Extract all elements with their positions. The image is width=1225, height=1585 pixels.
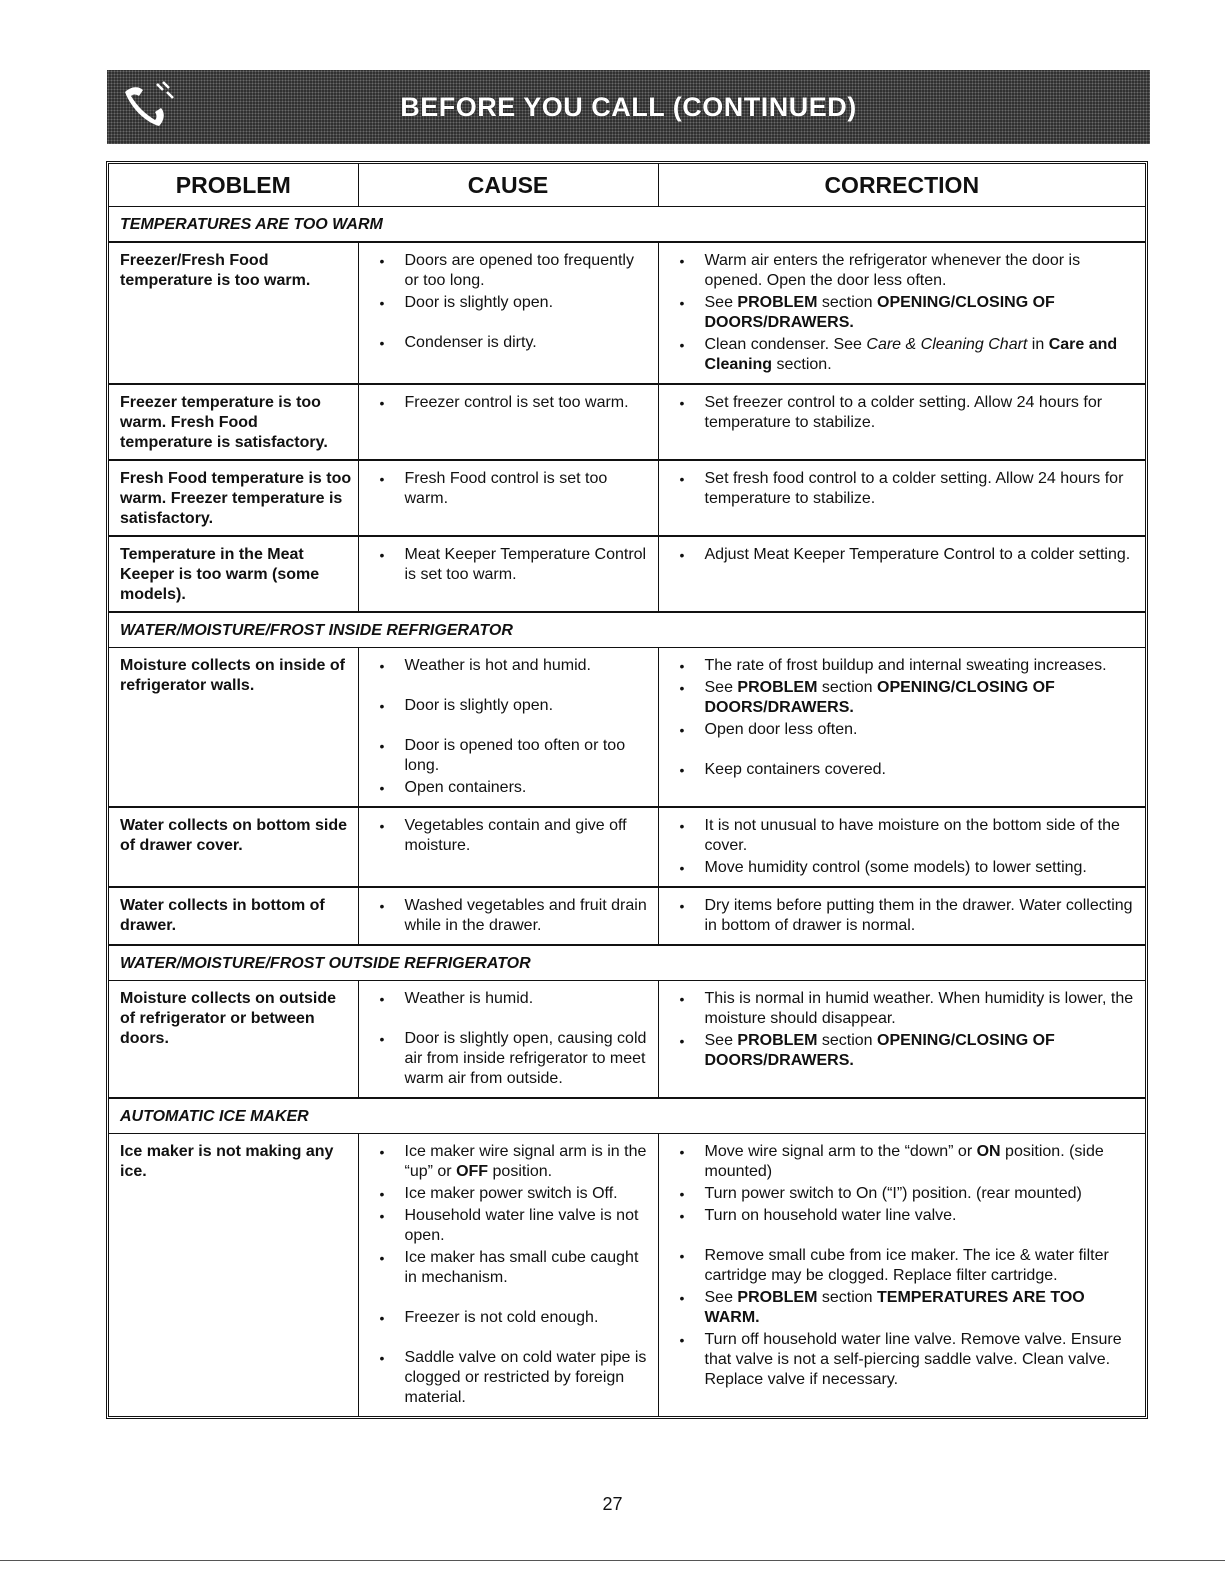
section-title: AUTOMATIC ICE MAKER — [109, 1098, 1145, 1134]
table-row — [109, 807, 1145, 887]
problem-cell: Moisture collects on outside of refrigerator or between doors. — [109, 981, 358, 1099]
correction-cell — [658, 536, 1145, 612]
list-item: • Turn on household water line valve. — [670, 1206, 1140, 1226]
correction-cell — [658, 242, 1145, 384]
page-header-banner — [107, 70, 1150, 144]
list-item: • Warm air enters the refrigerator whenever the door is opened. Open the door less often. — [670, 251, 1140, 291]
problem-cell: Temperature in the Meat Keeper is too warm (some models). — [109, 536, 358, 612]
column-header-problem: PROBLEM — [109, 164, 358, 207]
footer-divider — [0, 1560, 1225, 1561]
correction-cell — [658, 1134, 1145, 1417]
table-row — [109, 384, 1145, 460]
list-item: • Ice maker power switch is Off. — [370, 1184, 652, 1204]
list-item: • See PROBLEM section OPENING/CLOSING OF DOORS/DRAWERS. — [670, 678, 1140, 718]
list-item: • Dry items before putting them in the drawer. Water collecting in bottom of drawer is normal. — [670, 896, 1140, 936]
page-number: 27 — [602, 1494, 623, 1514]
problem-cell: Freezer/Fresh Food temperature is too warm. — [109, 242, 358, 384]
list-item: • Move wire signal arm to the “down” or ON position. (side mounted) — [670, 1142, 1140, 1182]
cause-cell — [358, 536, 658, 612]
list-item: • Freezer is not cold enough. — [370, 1308, 652, 1328]
list-item: • Weather is humid. — [370, 989, 652, 1009]
cause-cell — [358, 384, 658, 460]
problem-cell: Ice maker is not making any ice. — [109, 1134, 358, 1417]
list-item: • Open door less often. — [670, 720, 1140, 740]
table-row — [109, 1134, 1145, 1417]
list-item: • See PROBLEM section TEMPERATURES ARE TOO WARM. — [670, 1288, 1140, 1328]
page-title: BEFORE YOU CALL (CONTINUED) — [400, 91, 857, 122]
table-row — [109, 981, 1145, 1099]
list-item: • Move humidity control (some models) to lower setting. — [670, 858, 1140, 878]
cause-cell — [358, 1134, 658, 1417]
list-item: • Keep containers covered. — [670, 760, 1140, 780]
column-header-cause: CAUSE — [358, 164, 658, 207]
problem-cell: Freezer temperature is too warm. Fresh Food temperature is satisfactory. — [109, 384, 358, 460]
section-title: WATER/MOISTURE/FROST INSIDE REFRIGERATOR — [109, 612, 1145, 648]
problem-cell: Moisture collects on inside of refrigerator walls. — [109, 648, 358, 808]
list-item: • Ice maker has small cube caught in mechanism. — [370, 1248, 652, 1288]
cause-cell — [358, 981, 658, 1099]
list-item: • Saddle valve on cold water pipe is clogged or restricted by foreign material. — [370, 1348, 652, 1408]
list-item: • Meat Keeper Temperature Control is set too warm. — [370, 545, 652, 585]
list-item: • Doors are opened too frequently or too long. — [370, 251, 652, 291]
section-header — [109, 1098, 1145, 1134]
telephone-icon — [117, 80, 177, 136]
list-item: • Door is opened too often or too long. — [370, 736, 652, 776]
table-row — [109, 536, 1145, 612]
problem-cell: Fresh Food temperature is too warm. Freezer temperature is satisfactory. — [109, 460, 358, 536]
list-item: • Adjust Meat Keeper Temperature Control to a colder setting. — [670, 545, 1140, 565]
section-header — [109, 207, 1145, 243]
list-item: • Door is slightly open. — [370, 293, 652, 313]
table-row — [109, 648, 1145, 808]
list-item: • Clean condenser. See Care & Cleaning Chart in Care and Cleaning section. — [670, 335, 1140, 375]
section-header — [109, 612, 1145, 648]
cause-cell — [358, 807, 658, 887]
cause-cell — [358, 460, 658, 536]
list-item: • This is normal in humid weather. When humidity is lower, the moisture should disappear. — [670, 989, 1140, 1029]
correction-cell — [658, 981, 1145, 1099]
list-item: • Set fresh food control to a colder setting. Allow 24 hours for temperature to stabilize. — [670, 469, 1140, 509]
list-item: • Remove small cube from ice maker. The ice & water filter cartridge may be clogged. Replace filter cartridge. — [670, 1246, 1140, 1286]
list-item: • Fresh Food control is set too warm. — [370, 469, 652, 509]
list-item: • See PROBLEM section OPENING/CLOSING OF DOORS/DRAWERS. — [670, 1031, 1140, 1071]
list-item: • Freezer control is set too warm. — [370, 393, 652, 413]
list-item: • Door is slightly open. — [370, 696, 652, 716]
correction-cell — [658, 648, 1145, 808]
correction-cell — [658, 807, 1145, 887]
table-header-row — [109, 164, 1145, 207]
table-row — [109, 887, 1145, 945]
column-header-correction: CORRECTION — [658, 164, 1145, 207]
problem-cell: Water collects in bottom of drawer. — [109, 887, 358, 945]
list-item: • The rate of frost buildup and internal sweating increases. — [670, 656, 1140, 676]
cause-cell — [358, 648, 658, 808]
list-item: • Ice maker wire signal arm is in the “up” or OFF position. — [370, 1142, 652, 1182]
list-item: • Turn power switch to On (“I”) position. (rear mounted) — [670, 1184, 1140, 1204]
correction-cell — [658, 460, 1145, 536]
table-row — [109, 242, 1145, 384]
table-row — [109, 460, 1145, 536]
list-item: • See PROBLEM section OPENING/CLOSING OF DOORS/DRAWERS. — [670, 293, 1140, 333]
problem-cell: Water collects on bottom side of drawer cover. — [109, 807, 358, 887]
troubleshooting-table — [106, 161, 1148, 1419]
list-item: • Door is slightly open, causing cold air from inside refrigerator to meet warm air from outside. — [370, 1029, 652, 1089]
section-header — [109, 945, 1145, 981]
section-title: TEMPERATURES ARE TOO WARM — [109, 207, 1145, 243]
correction-cell — [658, 887, 1145, 945]
list-item: • Household water line valve is not open. — [370, 1206, 652, 1246]
list-item: • It is not unusual to have moisture on the bottom side of the cover. — [670, 816, 1140, 856]
list-item: • Vegetables contain and give off moisture. — [370, 816, 652, 856]
cause-cell — [358, 887, 658, 945]
cause-cell — [358, 242, 658, 384]
list-item: • Weather is hot and humid. — [370, 656, 652, 676]
list-item: • Set freezer control to a colder setting. Allow 24 hours for temperature to stabilize. — [670, 393, 1140, 433]
list-item: • Washed vegetables and fruit drain while in the drawer. — [370, 896, 652, 936]
list-item: • Open containers. — [370, 778, 652, 798]
correction-cell — [658, 384, 1145, 460]
list-item: • Condenser is dirty. — [370, 333, 652, 353]
list-item: • Turn off household water line valve. Remove valve. Ensure that valve is not a self-piercing saddle valve. Clean valve. Replace valve if necessary. — [670, 1330, 1140, 1390]
section-title: WATER/MOISTURE/FROST OUTSIDE REFRIGERATOR — [109, 945, 1145, 981]
